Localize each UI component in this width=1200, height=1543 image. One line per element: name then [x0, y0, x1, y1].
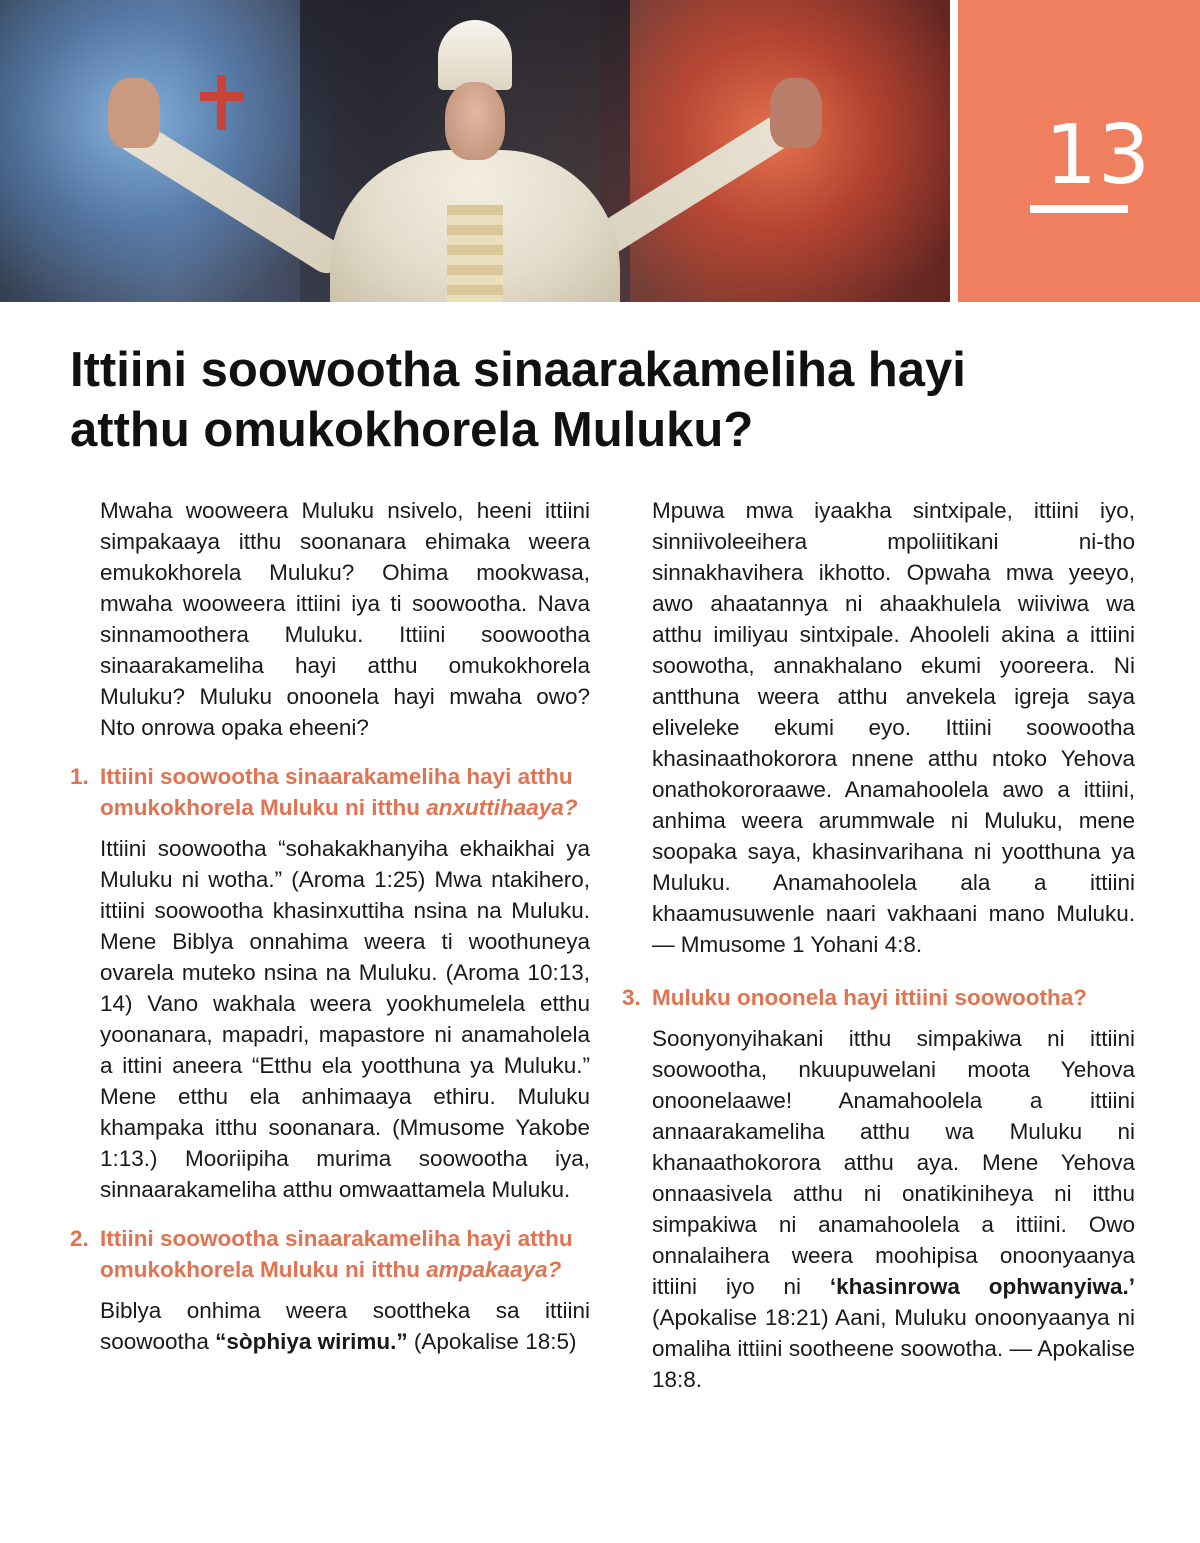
chapter-number: 13: [1044, 108, 1152, 203]
answer-3-text-a: Soonyonyihakani itthu simpakiwa ni ittiini soowootha, nkuupuwelani moota Yehova onoonelaawe! Anamahoolela a ittiini annaarakameliha atthu wa Muluku ni khanaathokorora atthu aya. Mene Yehova onnaasivela atthu ni onatikiniheya ni itthu simpakiwa ni anamahoolela a ittiini. Owo onnalaihera weera moohipisa onoonyaanya ittiini iyo ni: [652, 1026, 1135, 1299]
question-1: [70, 761, 590, 823]
answer-3-text-c: (Apokalise 18:21) Aani, Muluku onoonyaanya ni omaliha ittiini sootheene soowotha. — Apokalise 18:8.: [652, 1305, 1135, 1392]
question-3-text: Muluku onoonela hayi ittiini soowootha?: [652, 985, 1087, 1010]
cross-icon: [217, 75, 226, 130]
question-2-text: [100, 1223, 590, 1285]
hand-left: [108, 78, 160, 148]
continuation-paragraph: Mpuwa mwa iyaakha sintxipale, ittiini iyo, sinniivoleeihera mpoliitikani ni-tho sinnakhavihera ikhotto. Opwaha mwa yeeyo, awo ahaatannya ni ahaakhulela wiiviwa wa atthu imiliyau sintxipale. Ahooleli akina a ittiini soowotha, annakhalano ekumi yooreera. Ni antthuna weera atthu anvekela igreja saya eliveleke ekumi eyo. Ittiini soowootha khasinaathokorora nnene atthu ntoko Yehova onathokororaawe. Anamahoolela awo a ittiini, anhima weera arummwale ni Muluku, mene soopaka saya, khasinvarihana ni yootthuna ya Muluku. Anamahoolela ala a ittiini khaamusuwenle naari vakhaani mano Muluku. — Mmusome 1 Yohani 4:8.: [652, 498, 1135, 957]
question-3-number: 3.: [622, 985, 641, 1010]
question-2: [70, 1223, 590, 1285]
left-column: [70, 495, 590, 1357]
clergy-face: [445, 82, 505, 160]
answer-2-text-c: (Apokalise 18:5): [407, 1329, 577, 1354]
question-2-number: 2.: [70, 1226, 89, 1251]
answer-2-text-a: Biblya onhima weera soottheka sa ittiini soowootha: [100, 1298, 590, 1354]
answer-3-quote: ‘khasinrowa ophwanyiwa.’: [829, 1274, 1135, 1299]
mitre-hat: [438, 20, 512, 90]
clergy-stole: [447, 205, 503, 302]
answer-3-paragraph: [622, 1023, 1135, 1395]
right-column: [622, 495, 1135, 1395]
intro-paragraph: Mwaha wooweera Muluku nsivelo, heeni ittiini simpakaaya itthu soonanara ehimaka weera emukokhorela Muluku? Ohima mookwasa, mwaha wooweera ittiini iya ti soowootha. Nava sinnamoothera Muluku. Ittiini soowootha sinaarakameliha hayi atthu omukokhorela Muluku? Muluku onoonela hayi mwaha owo? Nto onrowa opaka eheeni?: [100, 498, 590, 740]
chapter-tab: [958, 0, 1200, 302]
cross-icon-bar: [200, 92, 244, 101]
header-photo: [0, 0, 950, 302]
question-1-text: [100, 761, 590, 823]
question-2-main: Ittiini soowootha sinaarakameliha hayi atthu omukokhorela Muluku ni itthu: [100, 1226, 573, 1282]
question-1-italic: anxuttihaaya?: [426, 795, 578, 820]
chapter-underline: [1030, 205, 1128, 213]
answer-2-paragraph: [70, 1295, 590, 1357]
page-title: Ittiini soowootha sinaarakameliha hayi atthu omukokhorela Muluku?: [70, 343, 966, 457]
question-1-main: Ittiini soowootha sinaarakameliha hayi atthu omukokhorela Muluku ni itthu: [100, 764, 573, 820]
hand-right: [770, 78, 822, 148]
question-3: [622, 982, 1135, 1013]
question-1-number: 1.: [70, 764, 89, 789]
answer-1-paragraph: Ittiini soowootha “sohakakhanyiha ekhaikhai ya Muluku ni wotha.” (Aroma 1:25) Mwa ntakihero, ittiini soowootha khasinxuttiha nsina na Muluku. Mene Biblya onnahima weera ti woothuneya ovarela muteko nsina na Muluku. (Aroma 10:13, 14) Vano wakhala weera yookhumelela etthu yoonanara, mapadri, mapastore ni anamaholela a ittini aneera “Etthu ela yootthuna ya Muluku.” Mene etthu ela anhimaaya ethiru. Muluku khampaka itthu soonanara. (Mmusome Yakobe 1:13.) Mooriipiha murima soowootha iya, sinnaarakameliha atthu omwaattamela Muluku.: [100, 836, 590, 1202]
answer-2-quote: “sòphiya wirimu.”: [215, 1329, 408, 1354]
question-2-italic: ampakaaya?: [426, 1257, 562, 1282]
